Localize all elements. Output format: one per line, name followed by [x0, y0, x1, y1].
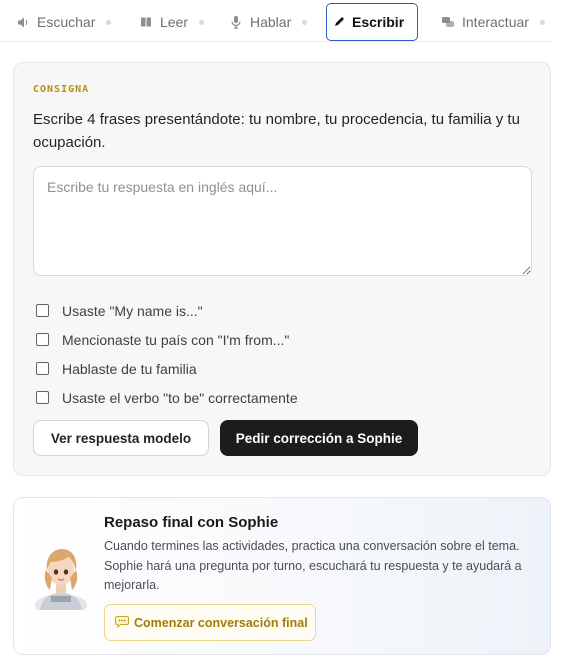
checklist-label: Usaste "My name is...": [62, 302, 203, 319]
answer-textarea[interactable]: [33, 166, 532, 276]
tab-label: Leer: [160, 14, 189, 30]
model-answer-button[interactable]: Ver respuesta modelo: [33, 420, 209, 456]
speech-bubble-icon: [115, 615, 129, 631]
checklist-label: Hablaste de tu familia: [62, 360, 197, 377]
checkbox[interactable]: [36, 391, 49, 404]
checklist-label: Mencionaste tu país con "I'm from...": [62, 331, 290, 348]
checklist-label: Usaste el verbo "to be" correctamente: [62, 389, 298, 406]
request-correction-button[interactable]: Pedir corrección a Sophie: [220, 420, 418, 456]
checkbox[interactable]: [36, 362, 49, 375]
checkbox[interactable]: [36, 333, 49, 346]
tab-label: Escuchar: [37, 14, 96, 30]
avatar: [31, 542, 91, 610]
status-dot: [302, 20, 307, 25]
status-dot: [106, 20, 111, 25]
checklist-item[interactable]: [36, 354, 516, 383]
tab-label: Escribir: [352, 14, 405, 30]
sophie-description: Cuando termines las actividades, practica una conversación sobre el tema. Sophie hará una pregunta por turno, escuchará tu respuesta y te ayudará a mejorarla.: [104, 539, 522, 592]
checkbox[interactable]: [36, 304, 49, 317]
microphone-icon: [229, 15, 243, 29]
status-dot: [199, 20, 204, 25]
exercise-prompt: Escribe 4 frases presentándote: tu nombre, tu procedencia, tu familia y tu ocupación.: [33, 111, 520, 151]
book-icon: [139, 15, 153, 29]
tab-hablar[interactable]: [229, 3, 307, 41]
status-dot: [540, 20, 545, 25]
self-check-list: [36, 296, 516, 412]
checklist-item[interactable]: [36, 325, 516, 354]
tab-interactuar[interactable]: [441, 3, 545, 41]
chat-icon: [441, 15, 455, 29]
tab-escribir[interactable]: [326, 3, 418, 41]
tab-escuchar[interactable]: [16, 3, 111, 41]
speaker-icon: [16, 15, 30, 29]
tab-label: Hablar: [250, 14, 292, 30]
checklist-item[interactable]: [36, 296, 516, 325]
pencil-icon: [333, 15, 345, 29]
section-eyebrow: CONSIGNA: [33, 84, 90, 95]
start-final-conversation-button[interactable]: [104, 604, 316, 641]
checklist-item[interactable]: [36, 383, 516, 412]
start-final-conversation-label: Comenzar conversación final: [134, 615, 308, 630]
sophie-title: Repaso final con Sophie: [104, 514, 279, 531]
tab-leer[interactable]: [139, 3, 204, 41]
final-review-card: [13, 497, 551, 655]
writing-exercise-card: [13, 62, 551, 476]
tab-label: Interactuar: [462, 14, 529, 30]
tab-bar: [0, 0, 552, 42]
